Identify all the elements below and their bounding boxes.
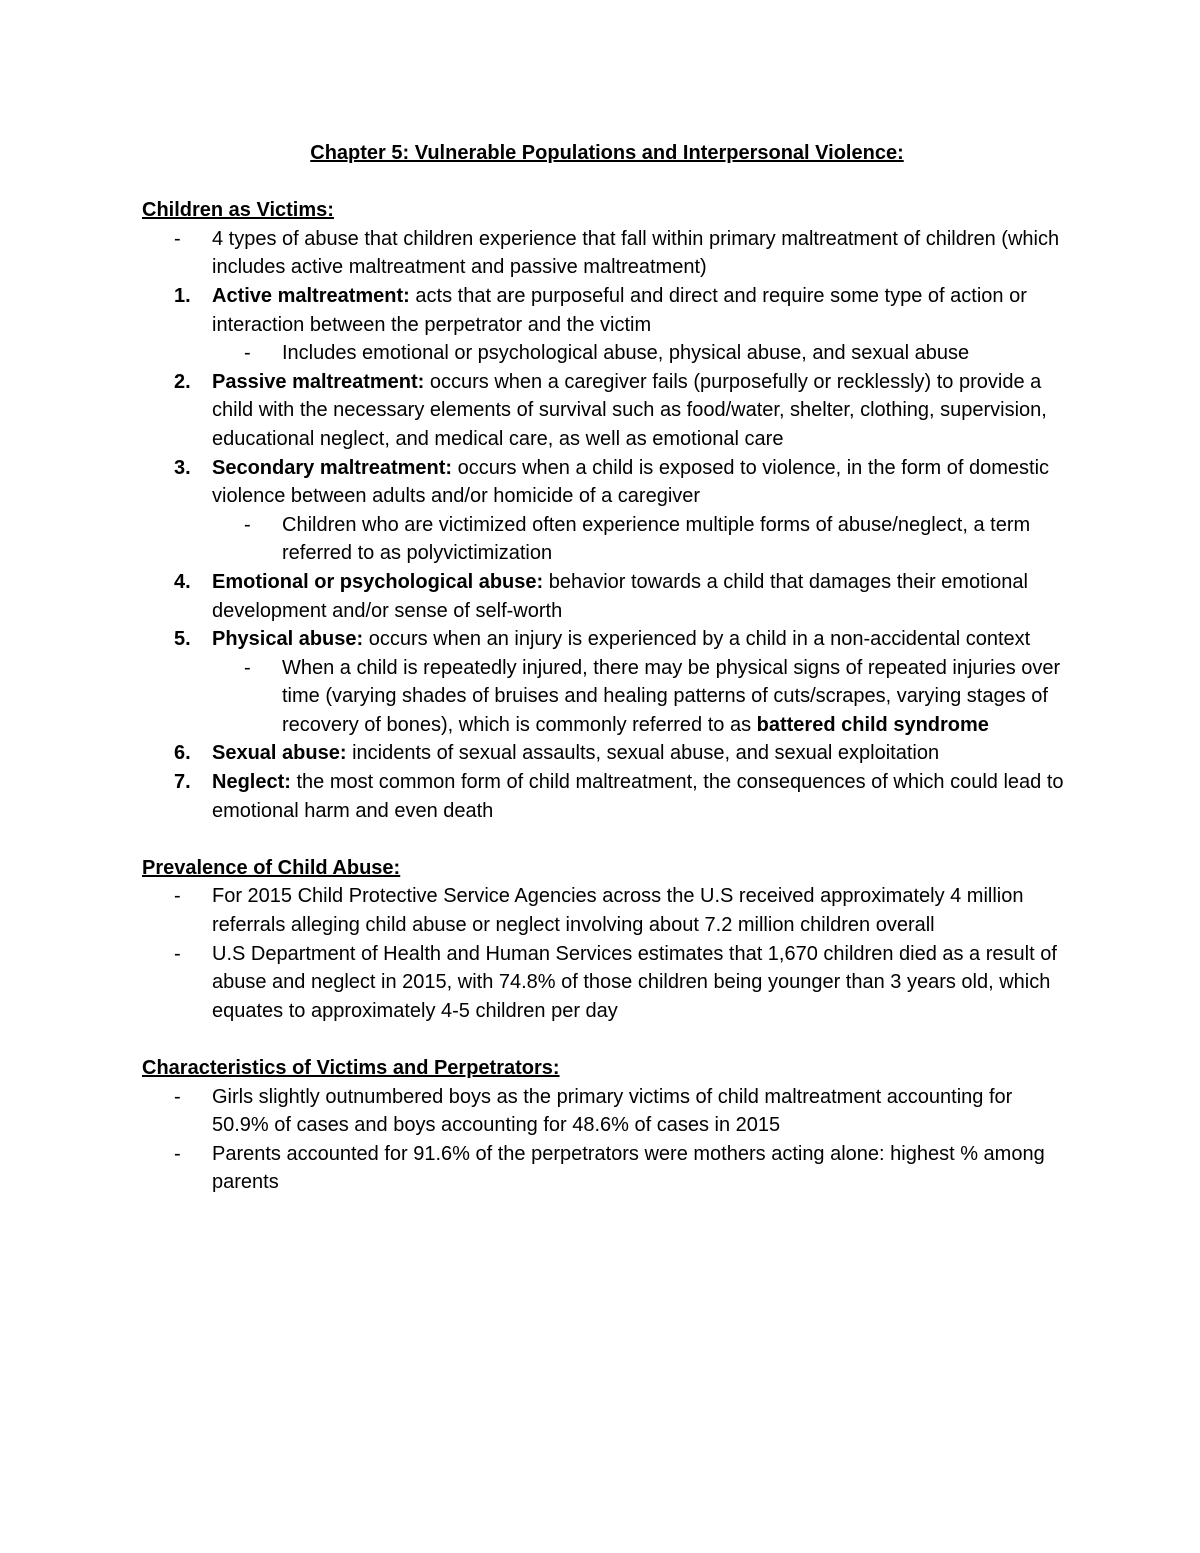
bullet-dash: - bbox=[244, 342, 251, 365]
item-text: occurs when a caregiver fails (purposefully or recklessly) to provide a child with the necessary elements of survival such as food/water, shelter, clothing, supervision, educational neglect, and medical care, as well as emotional care bbox=[212, 370, 1047, 450]
bullet-item bbox=[142, 1083, 1072, 1140]
numbered-item-4 bbox=[142, 568, 1072, 625]
bullet-text: U.S Department of Health and Human Services estimates that 1,670 children died as a result of abuse and neglect in 2015, with 74.8% of those children being younger than 3 years old, which equates to approximately 4-5 children per day bbox=[212, 942, 1057, 1022]
item-term: Secondary maltreatment: bbox=[212, 456, 453, 479]
item-number: 3. bbox=[174, 456, 191, 479]
bullet-dash: - bbox=[244, 656, 251, 679]
bullet-text: Girls slightly outnumbered boys as the primary victims of child maltreatment accounting for 50.9% of cases and boys accounting for 48.6% of cases in 2015 bbox=[212, 1085, 1013, 1137]
bullet-item bbox=[142, 882, 1072, 939]
bullet-text: 4 types of abuse that children experience that fall within primary maltreatment of children (which includes active maltreatment and passive maltreatment) bbox=[212, 227, 1060, 279]
sub-bullet-item bbox=[142, 654, 1072, 740]
item-number: 4. bbox=[174, 570, 191, 593]
item-text: behavior towards a child that damages their emotional development and/or sense of self-worth bbox=[212, 570, 1028, 622]
page-title: Chapter 5: Vulnerable Populations and Interpersonal Violence: bbox=[310, 142, 904, 164]
numbered-item-3 bbox=[142, 454, 1072, 511]
item-text: incidents of sexual assaults, sexual abuse, and sexual exploitation bbox=[346, 742, 940, 765]
bullet-item bbox=[142, 1140, 1072, 1197]
bullet-dash: - bbox=[244, 513, 251, 536]
item-term: Passive maltreatment: bbox=[212, 370, 425, 393]
sub-bullet-text: Includes emotional or psychological abuse, physical abuse, and sexual abuse bbox=[282, 342, 970, 365]
document-page bbox=[142, 139, 1072, 1197]
item-number: 2. bbox=[174, 370, 191, 393]
item-term: Physical abuse: bbox=[212, 628, 364, 651]
item-number: 7. bbox=[174, 771, 191, 794]
item-number: 6. bbox=[174, 742, 191, 765]
bullet-text: Parents accounted for 91.6% of the perpetrators were mothers acting alone: highest % among parents bbox=[212, 1142, 1045, 1194]
item-term: Active maltreatment: bbox=[212, 284, 410, 307]
sub-bullet-item bbox=[142, 339, 1072, 368]
item-term: Emotional or psychological abuse: bbox=[212, 570, 544, 593]
numbered-item-5 bbox=[142, 625, 1072, 654]
bullet-item bbox=[142, 225, 1072, 282]
section-heading-prevalence: Prevalence of Child Abuse: bbox=[142, 856, 401, 879]
numbered-item-7 bbox=[142, 768, 1072, 825]
numbered-item-6 bbox=[142, 739, 1072, 768]
bullet-dash: - bbox=[174, 942, 181, 965]
item-text: occurs when an injury is experienced by a child in a non-accidental context bbox=[363, 628, 1031, 651]
bullet-dash: - bbox=[174, 885, 181, 908]
bullet-dash: - bbox=[174, 1085, 181, 1108]
numbered-item-2 bbox=[142, 368, 1072, 454]
bullet-item bbox=[142, 940, 1072, 1026]
spacer bbox=[142, 168, 1072, 197]
bullet-text: For 2015 Child Protective Service Agencies across the U.S received approximately 4 million referrals alleging child abuse or neglect involving about 7.2 million children overall bbox=[212, 885, 1024, 937]
item-number: 5. bbox=[174, 628, 191, 651]
item-term: Neglect: bbox=[212, 771, 291, 794]
spacer bbox=[142, 825, 1072, 854]
section-heading-children-as-victims: Children as Victims: bbox=[142, 199, 334, 222]
spacer bbox=[142, 1025, 1072, 1054]
bullet-dash: - bbox=[174, 227, 181, 250]
item-text: occurs when a child is exposed to violence, in the form of domestic violence between adults and/or homicide of a caregiver bbox=[212, 456, 1050, 508]
item-text: acts that are purposeful and direct and require some type of action or interaction between the perpetrator and the victim bbox=[212, 284, 1027, 336]
sub-bullet-term: battered child syndrome bbox=[756, 713, 989, 736]
bullet-dash: - bbox=[174, 1142, 181, 1165]
sub-bullet-text: Children who are victimized often experience multiple forms of abuse/neglect, a term referred to as polyvictimization bbox=[282, 513, 1031, 565]
item-number: 1. bbox=[174, 284, 191, 307]
sub-bullet-item bbox=[142, 511, 1072, 568]
item-term: Sexual abuse: bbox=[212, 742, 347, 765]
numbered-item-1 bbox=[142, 282, 1072, 339]
section-heading-characteristics: Characteristics of Victims and Perpetrators: bbox=[142, 1057, 560, 1079]
item-text: the most common form of child maltreatment, the consequences of which could lead to emotional harm and even death bbox=[212, 771, 1064, 822]
sub-bullet-text: When a child is repeatedly injured, there may be physical signs of repeated injuries over time (varying shades of bruises and healing patterns of cuts/scrapes, varying stages of recovery of bones), which is commonly referred to as bbox=[282, 656, 1061, 736]
